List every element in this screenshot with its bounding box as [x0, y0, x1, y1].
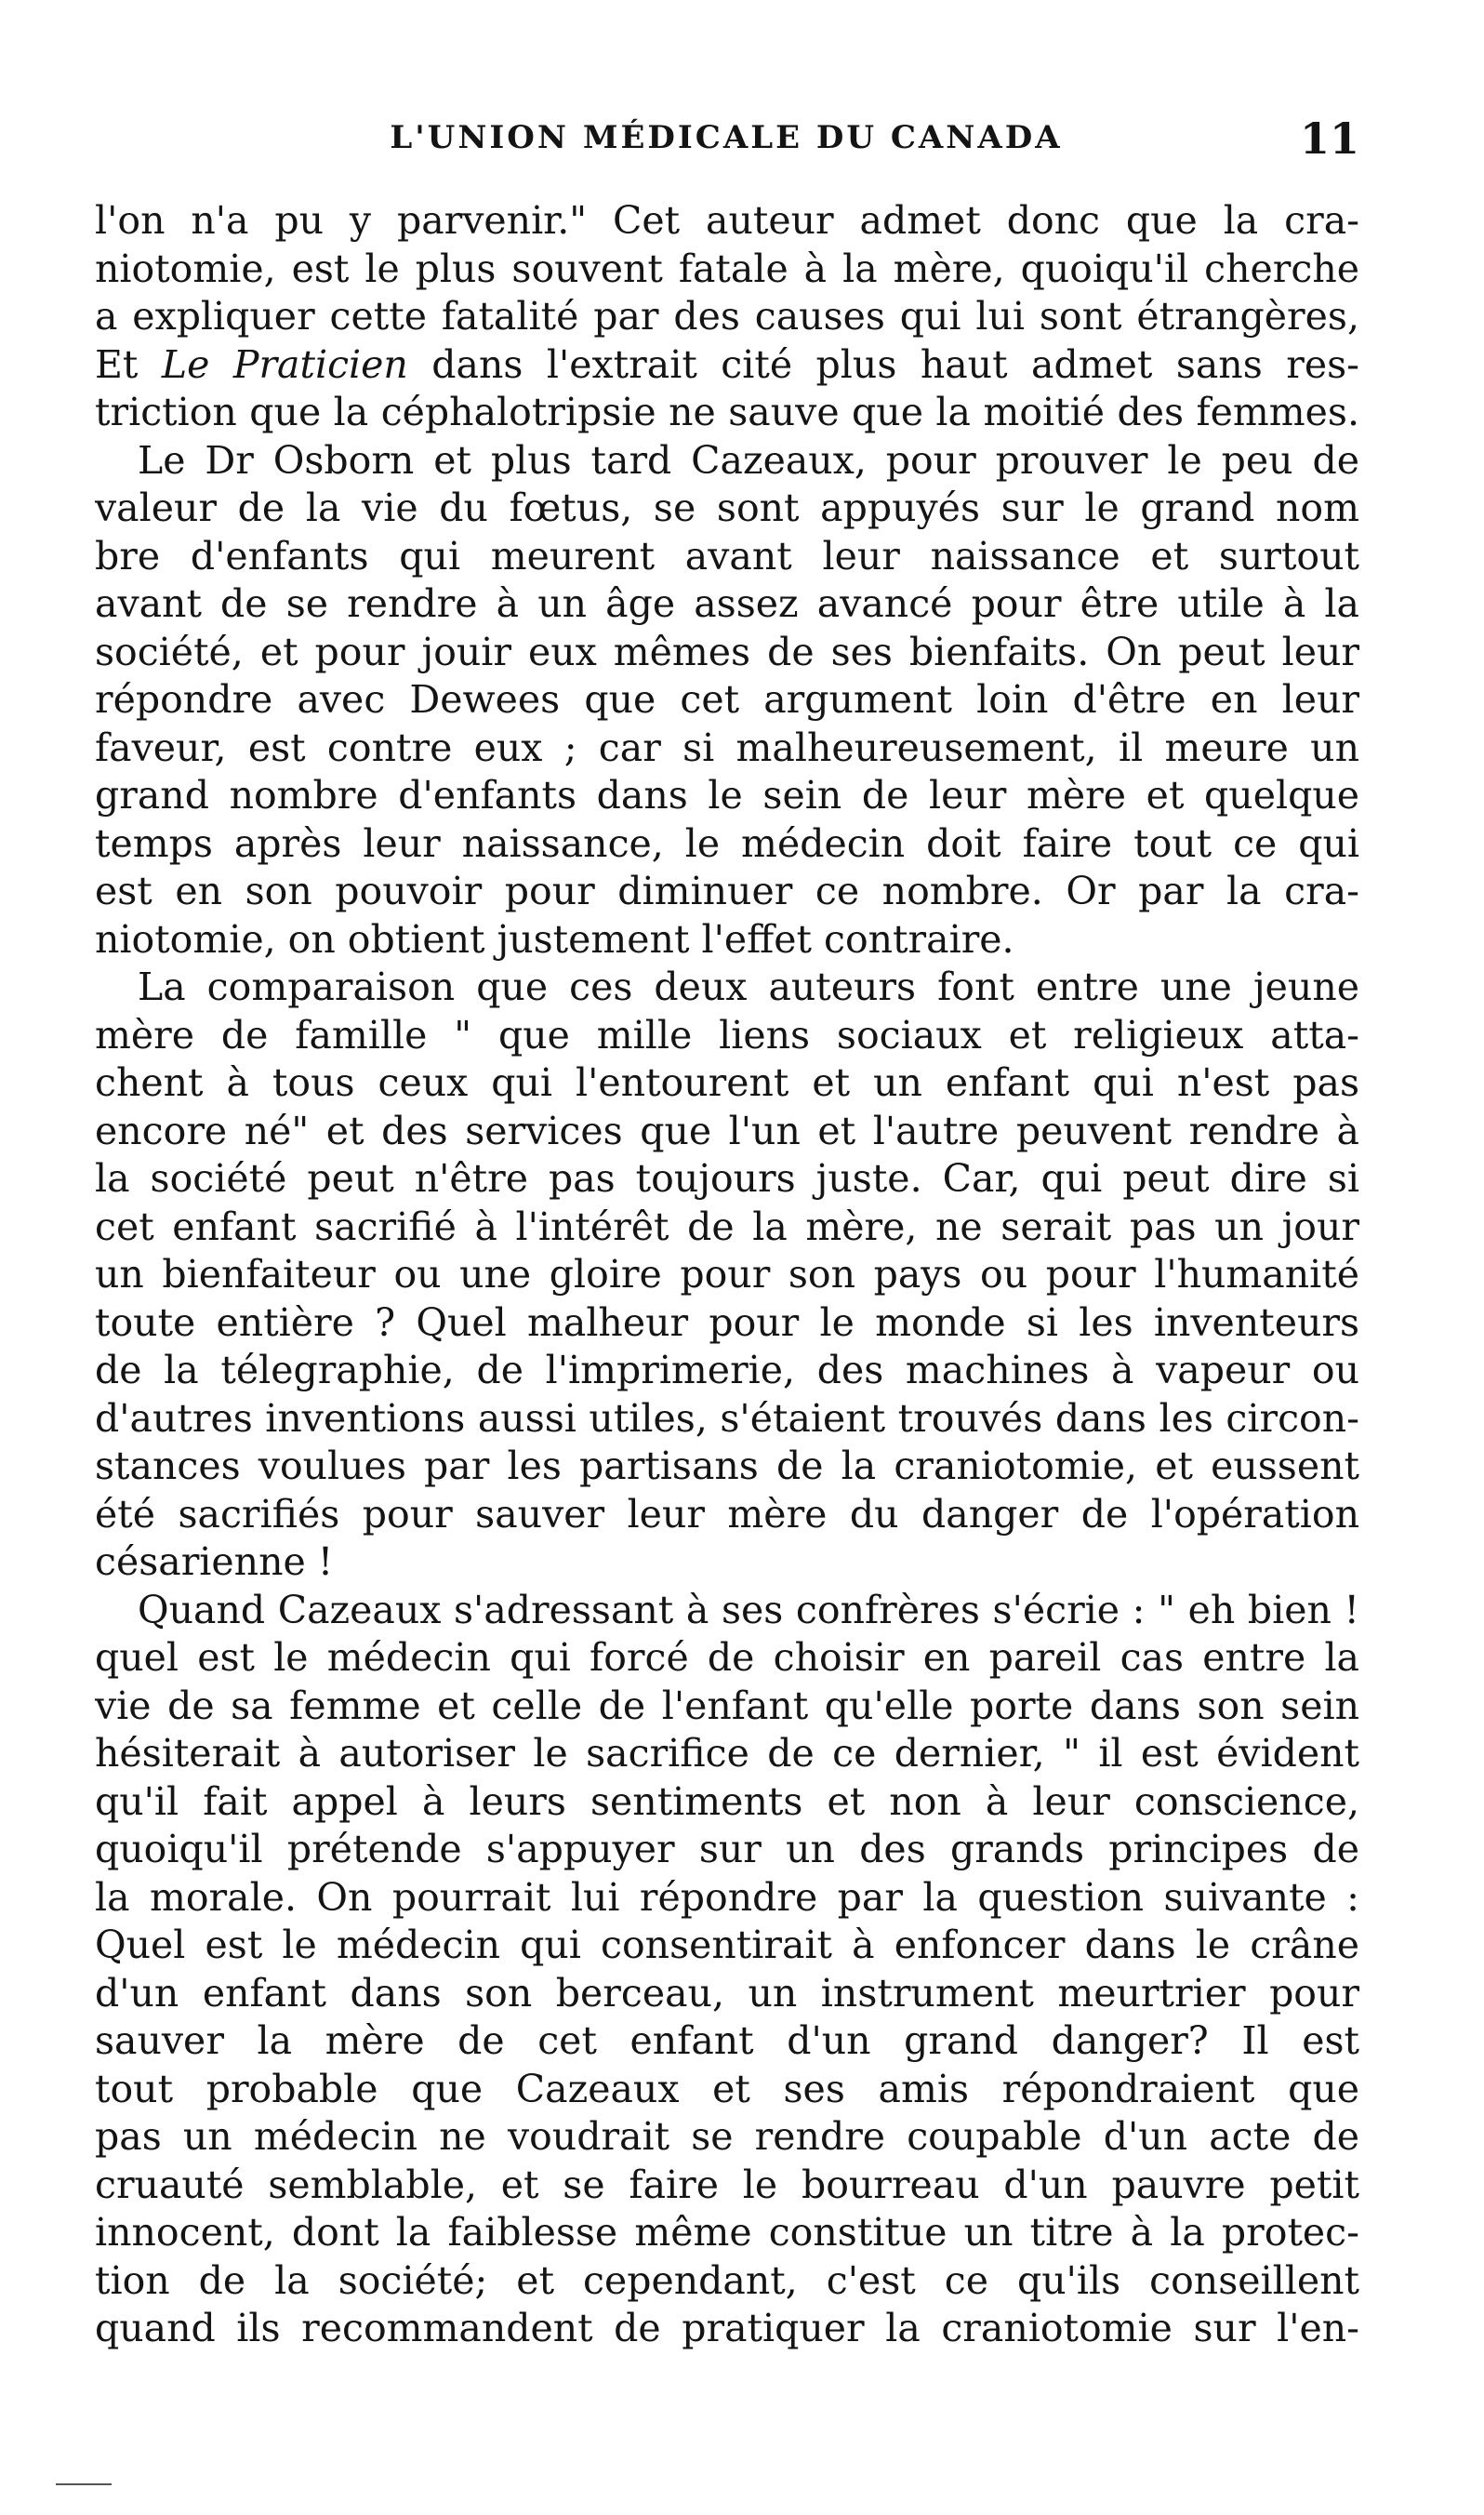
- text-line: encore né" et des services que l'un et l'autre peuvent rendre à: [95, 1108, 1359, 1153]
- text-line: société, et pour jouir eux mêmes de ses bienfaits. On peut leur: [95, 629, 1359, 674]
- running-header: [93, 113, 1359, 175]
- italic-title: Le Praticien: [161, 341, 408, 387]
- text-line: césarienne !: [95, 1539, 334, 1584]
- text-line: Quand Cazeaux s'adressant à ses confrères s'écrie : " eh bien !: [138, 1587, 1359, 1632]
- text-line: grand nombre d'enfants dans le sein de leur mère et quelque: [95, 773, 1359, 818]
- text-line: un bienfaiteur ou une gloire pour son pays ou pour l'humanité: [95, 1252, 1359, 1297]
- text-line: [95, 341, 1359, 390]
- text-line: la morale. On pourrait lui répondre par la question suivante :: [95, 1874, 1359, 1920]
- text-line: pas un médecin ne voudrait se rendre coupable d'un acte de: [95, 2114, 1359, 2159]
- text-line: l'on n'a pu y parvenir." Cet auteur admet donc que la cra-: [95, 198, 1359, 243]
- journal-title: L'UNION MÉDICALE DU CANADA: [390, 119, 1063, 156]
- text-line: hésiterait à autoriser le sacrifice de ce dernier, " il est évident: [95, 1731, 1359, 1776]
- text-line: d'autres inventions aussi utiles, s'étaient trouvés dans les circon-: [95, 1395, 1359, 1441]
- text-line: toute entière ? Quel malheur pour le monde si les inventeurs: [95, 1299, 1359, 1345]
- text-line: la société peut n'être pas toujours juste. Car, qui peut dire si: [95, 1156, 1359, 1201]
- text-line: niotomie, est le plus souvent fatale à la mère, quoiqu'il cherche: [95, 246, 1359, 291]
- text-line: valeur de la vie du fœtus, se sont appuyés sur le grand nom: [95, 486, 1359, 530]
- text-line: tion de la société; et cependant, c'est ce qu'ils conseillent: [95, 2257, 1359, 2303]
- text-line: chent à tous ceux qui l'entourent et un enfant qui n'est pas: [95, 1060, 1359, 1105]
- text-line: triction que la céphalotripsie ne sauve que la moitié des femmes.: [95, 390, 1359, 434]
- text-line: mère de famille " que mille liens sociaux et religieux atta-: [95, 1012, 1359, 1058]
- text-line: qu'il fait appel à leurs sentiments et non à leur conscience,: [95, 1778, 1359, 1824]
- text-line: été sacrifiés pour sauver leur mère du danger de l'opération: [95, 1491, 1359, 1537]
- text-line: temps après leur naissance, le médecin doit faire tout ce qui: [95, 820, 1359, 866]
- text-line: quand ils recommandent de pratiquer la craniotomie sur l'en-: [95, 2306, 1359, 2350]
- text-segment: Et: [95, 341, 162, 387]
- text-line: cruauté semblable, et se faire le bourreau d'un pauvre petit: [95, 2162, 1359, 2207]
- text-line: quel est le médecin qui forcé de choisir en pareil cas entre la: [95, 1635, 1359, 1680]
- text-line: innocent, dont la faiblesse même constitue un titre à la protec-: [95, 2210, 1359, 2255]
- text-line: répondre avec Dewees que cet argument loin d'être en leur: [95, 677, 1359, 722]
- text-line: bre d'enfants qui meurent avant leur naissance et surtout: [95, 533, 1359, 579]
- text-line: cet enfant sacrifié à l'intérêt de la mère, ne serait pas un jour: [95, 1204, 1359, 1249]
- text-segment: dans l'extrait cité plus haut admet sans res-: [407, 341, 1359, 387]
- text-line: sauver la mère de cet enfant d'un grand danger? Il est: [95, 2018, 1359, 2063]
- text-line: est en son pouvoir pour diminuer ce nombre. Or par la cra-: [95, 869, 1359, 913]
- page-number: 11: [1299, 113, 1359, 164]
- text-line: niotomie, on obtient justement l'effet contraire.: [95, 916, 1014, 962]
- text-line: stances voulues par les partisans de la craniotomie, et eussent: [95, 1444, 1359, 1488]
- footer-rule: [56, 2483, 112, 2485]
- body-text: [95, 197, 1359, 2353]
- text-line: Le Dr Osborn et plus tard Cazeaux, pour prouver le peu de: [138, 437, 1359, 483]
- text-line: Quel est le médecin qui consentirait à enfoncer dans le crâne: [95, 1923, 1359, 1967]
- text-line: de la télegraphie, de l'imprimerie, des machines à vapeur ou: [95, 1348, 1359, 1392]
- text-line: avant de se rendre à un âge assez avancé pour être utile à la: [95, 581, 1359, 626]
- text-line: d'un enfant dans son berceau, un instrument meurtrier pour: [95, 1970, 1359, 2016]
- text-line: vie de sa femme et celle de l'enfant qu'elle porte dans son sein: [95, 1683, 1359, 1728]
- text-line: a expliquer cette fatalité par des causes qui lui sont étrangères,: [95, 294, 1359, 339]
- text-line: faveur, est contre eux ; car si malheureusement, il meure un: [95, 725, 1359, 770]
- text-line: quoiqu'il prétende s'appuyer sur un des grands principes de: [95, 1827, 1359, 1871]
- text-line: La comparaison que ces deux auteurs font entre une jeune: [138, 965, 1359, 1009]
- text-line: tout probable que Cazeaux et ses amis répondraient que: [95, 2066, 1359, 2111]
